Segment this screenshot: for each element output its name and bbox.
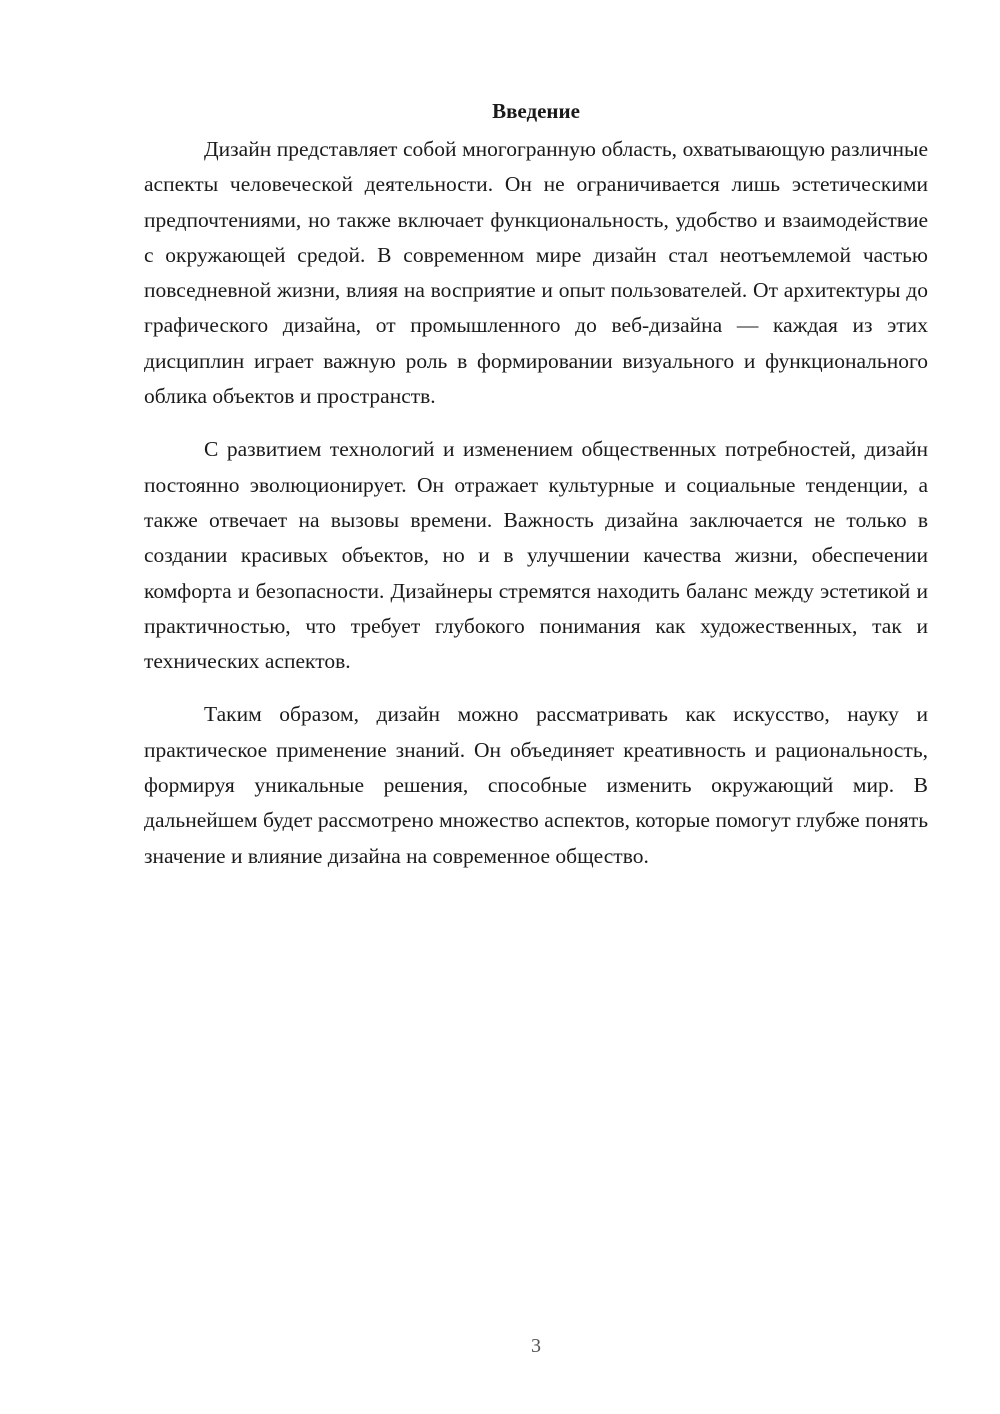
paragraph-2: С развитием технологий и изменением общественных потребностей, дизайн постоянно эволюционирует. Он отражает культурные и социальные тенденции, а также отвечает на вызовы времени. Важность дизайна заключается не только в создании красивых объектов, но и в улучшении качества жизни, обеспечении комфорта и безопасности. Дизайнеры стремятся находить баланс между эстетикой и практичностью, что требует глубокого понимания как художественных, так и технических аспектов.: [144, 437, 928, 674]
section-heading: Введение: [492, 99, 580, 123]
paragraph-1: Дизайн представляет собой многогранную область, охватывающую различные аспекты человеческой деятельности. Он не ограничивается лишь эстетическими предпочтениями, но также включает функциональность, удобство и взаимодействие с окружающей средой. В современном мире дизайн стал неотъемлемой частью повседневной жизни, влияя на восприятие и опыт пользователей. От архитектуры до графического дизайна, от промышленного до веб-дизайна — каждая из этих дисциплин играет важную роль в формировании визуального и функционального облика объектов и пространств.: [144, 137, 928, 409]
paragraph-3: Таким образом, дизайн можно рассматривать как искусство, науку и практическое применение знаний. Он объединяет креативность и рациональность, формируя уникальные решения, способные изменить окружающий мир. В дальнейшем будет рассмотрено множество аспектов, которые помогут глубже понять значение и влияние дизайна на современное общество.: [144, 702, 928, 868]
page-content: [144, 96, 928, 892]
page-number: 3: [531, 1335, 541, 1357]
